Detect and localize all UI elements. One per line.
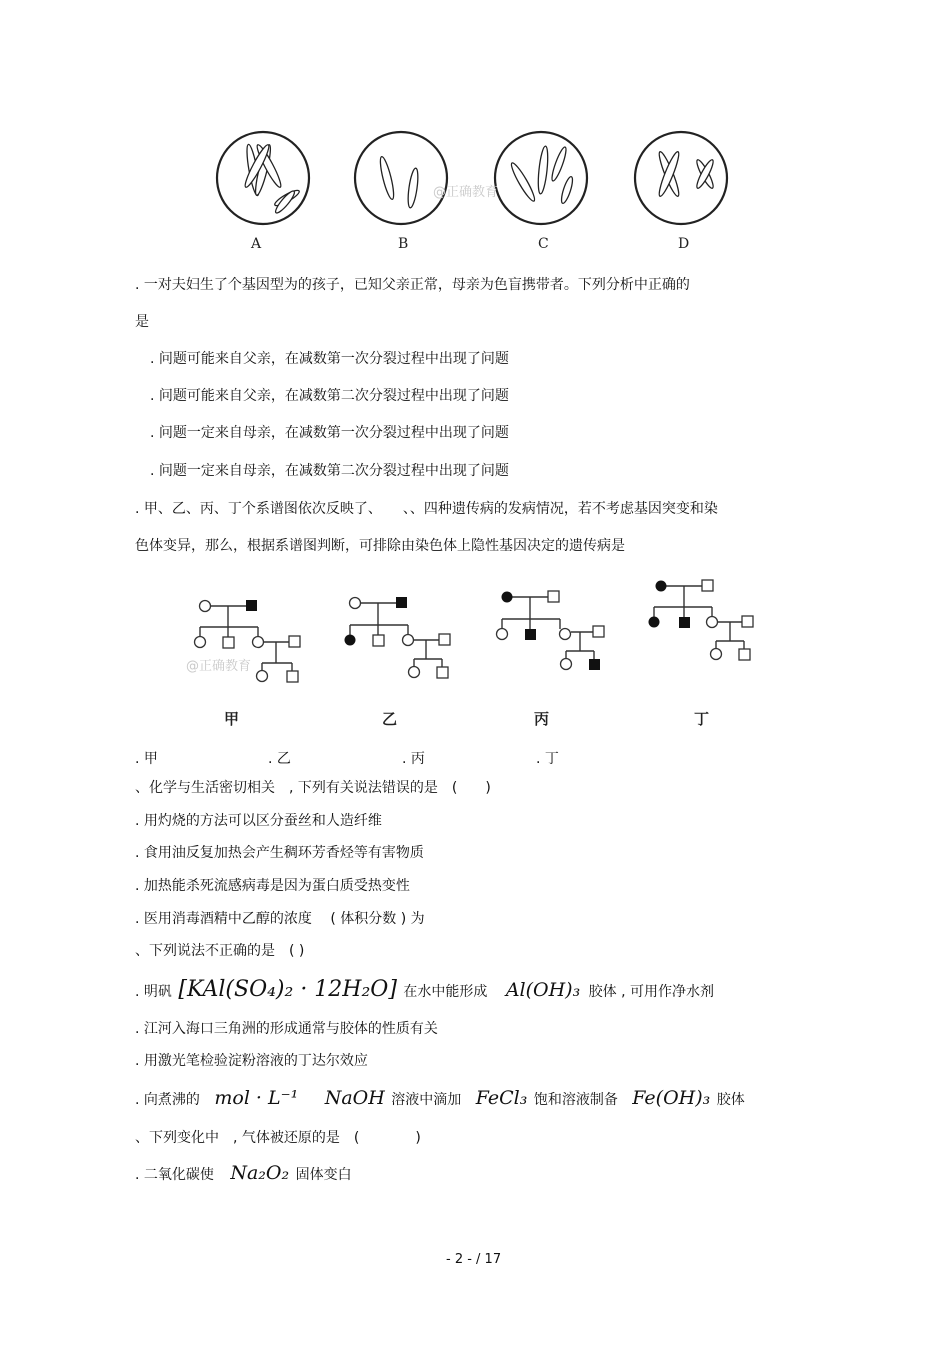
q4-stem: 、下列说法不正确的是 ( )	[135, 943, 305, 959]
q4-option-c: . 用激光笔检验淀粉溶液的丁达尔效应	[135, 1053, 368, 1069]
formula-naoh: NaOH	[324, 1087, 385, 1109]
formula-alum: [KAl(SO₄)₂ · 12H₂O]	[178, 977, 397, 1002]
q4-option-d-prefix: . 向煮沸的	[135, 1092, 200, 1108]
q3-option-c: . 加热能杀死流感病毒是因为蛋白质受热变性	[135, 878, 410, 894]
q3-option-d: . 医用消毒酒精中乙醇的浓度 ( 体积分数 ) 为	[135, 911, 425, 927]
page-number: - 2 - / 17	[446, 1252, 502, 1267]
pedigree-yi	[345, 597, 451, 678]
q2-stem-line1: . 甲、乙、丙、丁个系谱图依次反映了、 、、四种遗传病的发病情况，若不考虑基因突变和染	[135, 501, 718, 517]
q4-option-d-middle: 溶液中滴加	[391, 1092, 462, 1108]
q2-option-d: . 丁	[536, 751, 559, 767]
q4-option-a-suffix: 胶体 , 可用作净水剂	[588, 984, 715, 1000]
formula-aloh3: Al(OH)₃	[505, 979, 581, 1001]
watermark-cells: @正确教育	[433, 185, 499, 200]
cell-c	[495, 132, 587, 224]
q2-option-c: . 丙	[402, 751, 425, 767]
q2-stem-line2: 色体变异，那么，根据系谱图判断，可排除由染色体上隐性基因决定的遗传病是	[135, 538, 625, 554]
pedigree-bing	[497, 591, 605, 670]
formula-fecl3: FeCl₃	[475, 1087, 528, 1109]
q1-option-c: . 问题一定来自母亲，在减数第一次分裂过程中出现了问题	[150, 425, 509, 441]
pedigree-figure	[180, 575, 780, 735]
formula-mol-per-l: mol · L⁻¹	[214, 1087, 299, 1109]
q4-option-d-suffix: 胶体	[716, 1092, 745, 1108]
pedigree-label-ding: 丁	[694, 710, 710, 728]
q3-stem: 、化学与生活密切相关 , 下列有关说法错误的是 ( )	[135, 780, 491, 796]
cell-label-c: C	[538, 236, 549, 252]
q5-option-a-prefix: . 二氧化碳使	[135, 1167, 214, 1183]
q1-option-d: . 问题一定来自母亲，在减数第二次分裂过程中出现了问题	[150, 463, 509, 479]
q2-option-a: . 甲	[135, 751, 158, 767]
q3-option-b: . 食用油反复加热会产生稠环芳香烃等有害物质	[135, 845, 424, 861]
cell-division-figure	[205, 120, 745, 260]
q4-option-d-middle2: 饱和溶液制备	[533, 1092, 618, 1108]
cell-label-b: B	[398, 236, 409, 252]
q1-option-a: . 问题可能来自父亲，在减数第一次分裂过程中出现了问题	[150, 351, 509, 367]
q4-option-a	[135, 972, 714, 1010]
pedigree-ding	[649, 580, 754, 660]
q1-stem-line1: . 一对夫妇生了个基因型为的孩子，已知父亲正常，母亲为色盲携带者。下列分析中正确的	[135, 277, 690, 293]
q5-stem: 、下列变化中 , 气体被还原的是 ( )	[135, 1130, 421, 1146]
q3-option-a: . 用灼烧的方法可以区分蚕丝和人造纤维	[135, 813, 382, 829]
q1-option-b: . 问题可能来自父亲，在减数第二次分裂过程中出现了问题	[150, 388, 509, 404]
q4-option-b: . 江河入海口三角洲的形成通常与胶体的性质有关	[135, 1021, 438, 1037]
q4-option-d	[135, 1080, 745, 1118]
q1-stem-line2: 是	[135, 314, 149, 330]
q5-option-a	[135, 1155, 352, 1193]
cell-label-a: A	[251, 236, 262, 252]
cell-label-d: D	[678, 236, 690, 252]
q5-option-a-suffix: 固体变白	[295, 1167, 352, 1183]
pedigree-label-yi: 乙	[382, 710, 398, 728]
cell-d	[635, 132, 727, 224]
formula-na2o2: Na₂O₂	[230, 1162, 290, 1184]
q4-option-a-prefix: . 明矾	[135, 984, 172, 1000]
pedigree-label-bing: 丙	[534, 710, 550, 728]
formula-feoh3: Fe(OH)₃	[632, 1087, 711, 1109]
q4-option-a-middle: 在水中能形成	[403, 984, 488, 1000]
q2-option-b: . 乙	[268, 751, 291, 767]
watermark-pedigree: @正确教育	[186, 659, 252, 674]
cell-b	[355, 132, 447, 224]
cell-a	[217, 132, 309, 224]
pedigree-label-jia: 甲	[224, 710, 240, 728]
